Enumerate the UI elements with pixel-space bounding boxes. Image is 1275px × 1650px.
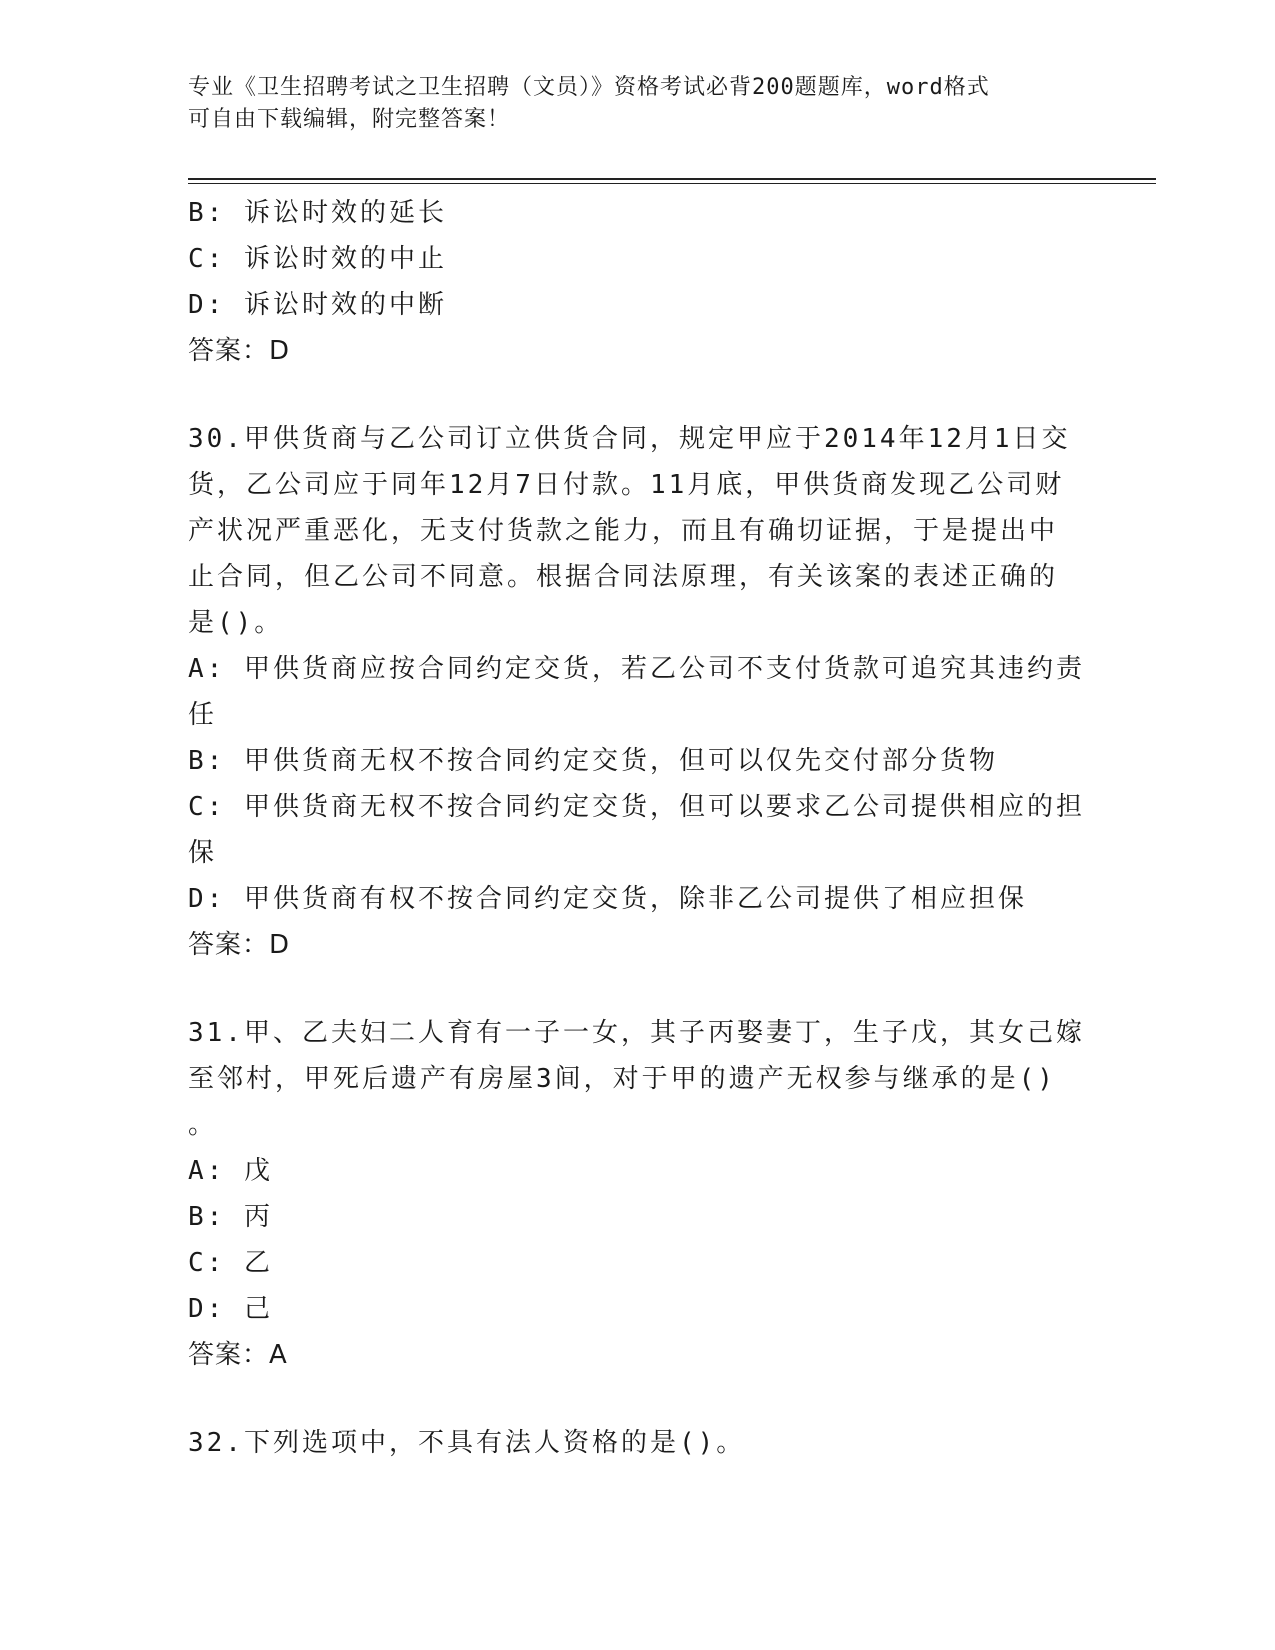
question-29-tail [188, 190, 1088, 374]
document-header [188, 72, 1088, 136]
question-31 [188, 1010, 1088, 1378]
spacer [188, 374, 1088, 416]
option-d: D: 诉讼时效的中断 [188, 290, 447, 320]
option-c: C: 甲供货商无权不按合同约定交货，但可以要求乙公司提供相应的担 [188, 792, 1085, 822]
spacer [188, 1378, 1088, 1420]
question-stem-line: 止合同，但乙公司不同意。根据合同法原理，有关该案的表述正确的 [188, 562, 1059, 592]
option-d: D: 甲供货商有权不按合同约定交货，除非乙公司提供了相应担保 [188, 884, 1027, 914]
question-30 [188, 416, 1088, 968]
option-b: B: 丙 [188, 1202, 273, 1232]
answer-line: 答案：D [188, 336, 291, 366]
option-c: C: 乙 [188, 1248, 273, 1278]
question-stem-line: 产状况严重恶化，无支付货款之能力，而且有确切证据，于是提出中 [188, 516, 1059, 546]
question-stem-line: 是()。 [188, 608, 284, 638]
question-stem-line: 至邻村，甲死后遗产有房屋3间，对于甲的遗产无权参与继承的是() [188, 1064, 1056, 1094]
option-c: C: 诉讼时效的中止 [188, 244, 447, 274]
question-stem-line: 。 [188, 1110, 218, 1140]
option-a-cont: 任 [188, 700, 218, 730]
option-a: A: 甲供货商应按合同约定交货，若乙公司不支付货款可追究其违约责 [188, 654, 1085, 684]
header-line-1: 专业《卫生招聘考试之卫生招聘（文员）》资格考试必背200题题库，word格式 [188, 75, 990, 100]
option-a: A: 戊 [188, 1156, 273, 1186]
spacer [188, 968, 1088, 1010]
question-stem-line: 货，乙公司应于同年12月7日付款。11月底，甲供货商发现乙公司财 [188, 470, 1065, 500]
header-rule-thin [188, 183, 1156, 184]
option-b: B: 甲供货商无权不按合同约定交货，但可以仅先交付部分货物 [188, 746, 998, 776]
option-c-cont: 保 [188, 838, 218, 868]
document-body [188, 190, 1088, 1466]
question-stem-line: 32.下列选项中，不具有法人资格的是()。 [188, 1428, 746, 1458]
header-rule-thick [188, 178, 1156, 180]
header-line-2: 可自由下载编辑，附完整答案！ [188, 107, 511, 132]
option-d: D: 己 [188, 1294, 273, 1324]
question-32 [188, 1420, 1088, 1466]
answer-line: 答案：D [188, 930, 291, 960]
question-stem-line: 31.甲、乙夫妇二人育有一子一女，其子丙娶妻丁，生子戊，其女己嫁 [188, 1018, 1085, 1048]
question-stem-line: 30.甲供货商与乙公司订立供货合同，规定甲应于2014年12月1日交 [188, 424, 1071, 454]
answer-line: 答案：A [188, 1340, 288, 1370]
option-b: B: 诉讼时效的延长 [188, 198, 447, 228]
